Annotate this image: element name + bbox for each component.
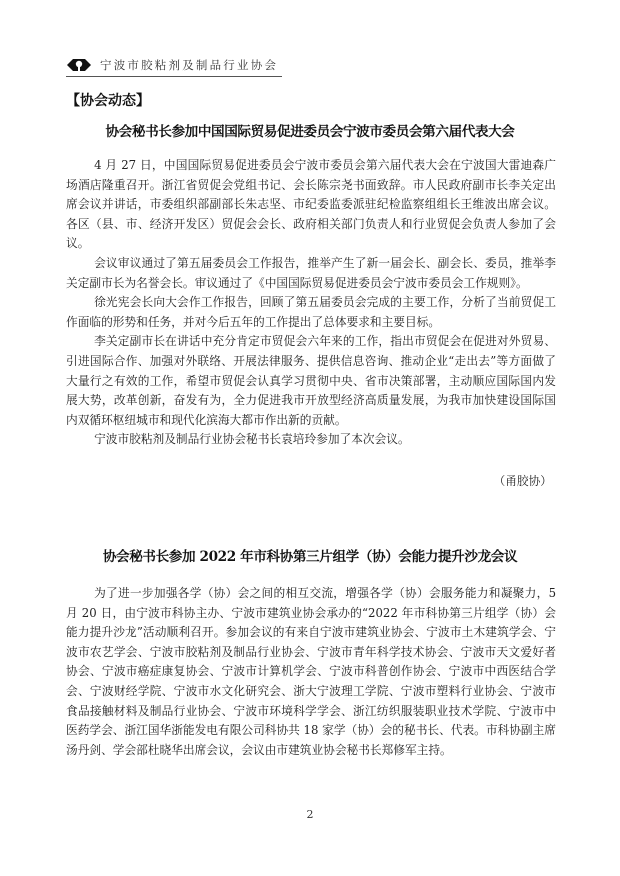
- association-logo-icon: [66, 58, 92, 72]
- running-header: [66, 54, 282, 77]
- paragraph: 会议审议通过了第五届委员会工作报告，推举产生了新一届会长、副会长、委员，推举李关定副市长为名誉会长。审议通过了《中国国际贸易促进委员会宁波市委员会工作规则》。: [66, 255, 556, 290]
- paragraph: 宁波市胶粘剂及制品行业协会秘书长袁培玲参加了本次会议。: [94, 432, 410, 447]
- article-body: [66, 584, 556, 760]
- header-title: 宁波市胶粘剂及制品行业协会: [100, 58, 279, 72]
- paragraph: 徐光宪会长向大会作工作报告，回顾了第五届委员会完成的主要工作，分析了当前贸促工作面临的形势和任务，并对今后五年的工作提出了总体要求和主要目标。: [66, 295, 556, 329]
- article-title: 协会秘书长参加中国国际贸易促进委员会宁波市委员会第六届代表大会: [105, 124, 515, 140]
- section-label: 【协会动态】: [66, 93, 150, 109]
- article-title: 协会秘书长参加 2022 年市科协第三片组学（协）会能力提升沙龙会议: [102, 549, 518, 565]
- paragraph: 4 月 27 日，中国国际贸易促进委员会宁波市委员会第六届代表大会在宁波国大雷迪森广场酒店隆重召开。浙江省贸促会党组书记、会长陈宗尧书面致辞。市人民政府副市长李关定出席会议并讲话，市委组织部副部长朱志坚、市纪委监委派驻纪检监察组组长王维波出席会议。各区（县、市、经济开发区）贸促会会长、政府相关部门负责人和行业贸促会负责人参加了会议。: [66, 158, 556, 251]
- article-body: [66, 156, 556, 450]
- paragraph: 李关定副市长在讲话中充分肯定市贸促会六年来的工作，指出市贸促会在促进对外贸易、引进国际合作、加强对外联络、开展法律服务、提供信息咨询、推动企业“走出去”等方面做了大量行之有效的工作，希望市贸促会认真学习贯彻中央、省市决策部署，主动顺应国际国内发展大势，改革创新，奋发有为，全力促进我市开放型经济高质量发展，为我市加快建设国际国内双循环枢纽城市和现代化滨海大都市作出新的贡献。: [66, 334, 556, 427]
- page-number: 2: [306, 808, 314, 821]
- paragraph: 为了进一步加强各学（协）会之间的相互交流，增强各学（协）会服务能力和凝聚力，5 月 20 日，由宁波市科协主办、宁波市建筑业协会承办的“2022 年市科协第三片组学（协）会能力提升沙龙”活动顺利召开。参加会议的有来自宁波市建筑业协会、宁波市土木建筑学会、宁波市农艺学会、宁波市胶粘剂及制品行业协会、宁波市青年科学技术协会、宁波市天文爱好者协会、宁波市癌症康复协会、宁波市计算机学会、宁波市科普创作协会、宁波市中西医结合学会、宁波财经学院、宁波市水文化研究会、浙大宁波理工学院、宁波市塑料行业协会、宁波市食品接触材料及制品行业协会、宁波市环境科学学会、浙江纺织服装职业技术学院、宁波市中医药学会、浙江国华浙能发电有限公司科协共 18 家学（协）会的秘书长、代表。市科协副主席汤丹剑、学会部杜晓华出席会议，会议由市建筑业协会秘书长郑修军主持。: [66, 586, 556, 757]
- article-source: （甬胶协）: [493, 474, 552, 488]
